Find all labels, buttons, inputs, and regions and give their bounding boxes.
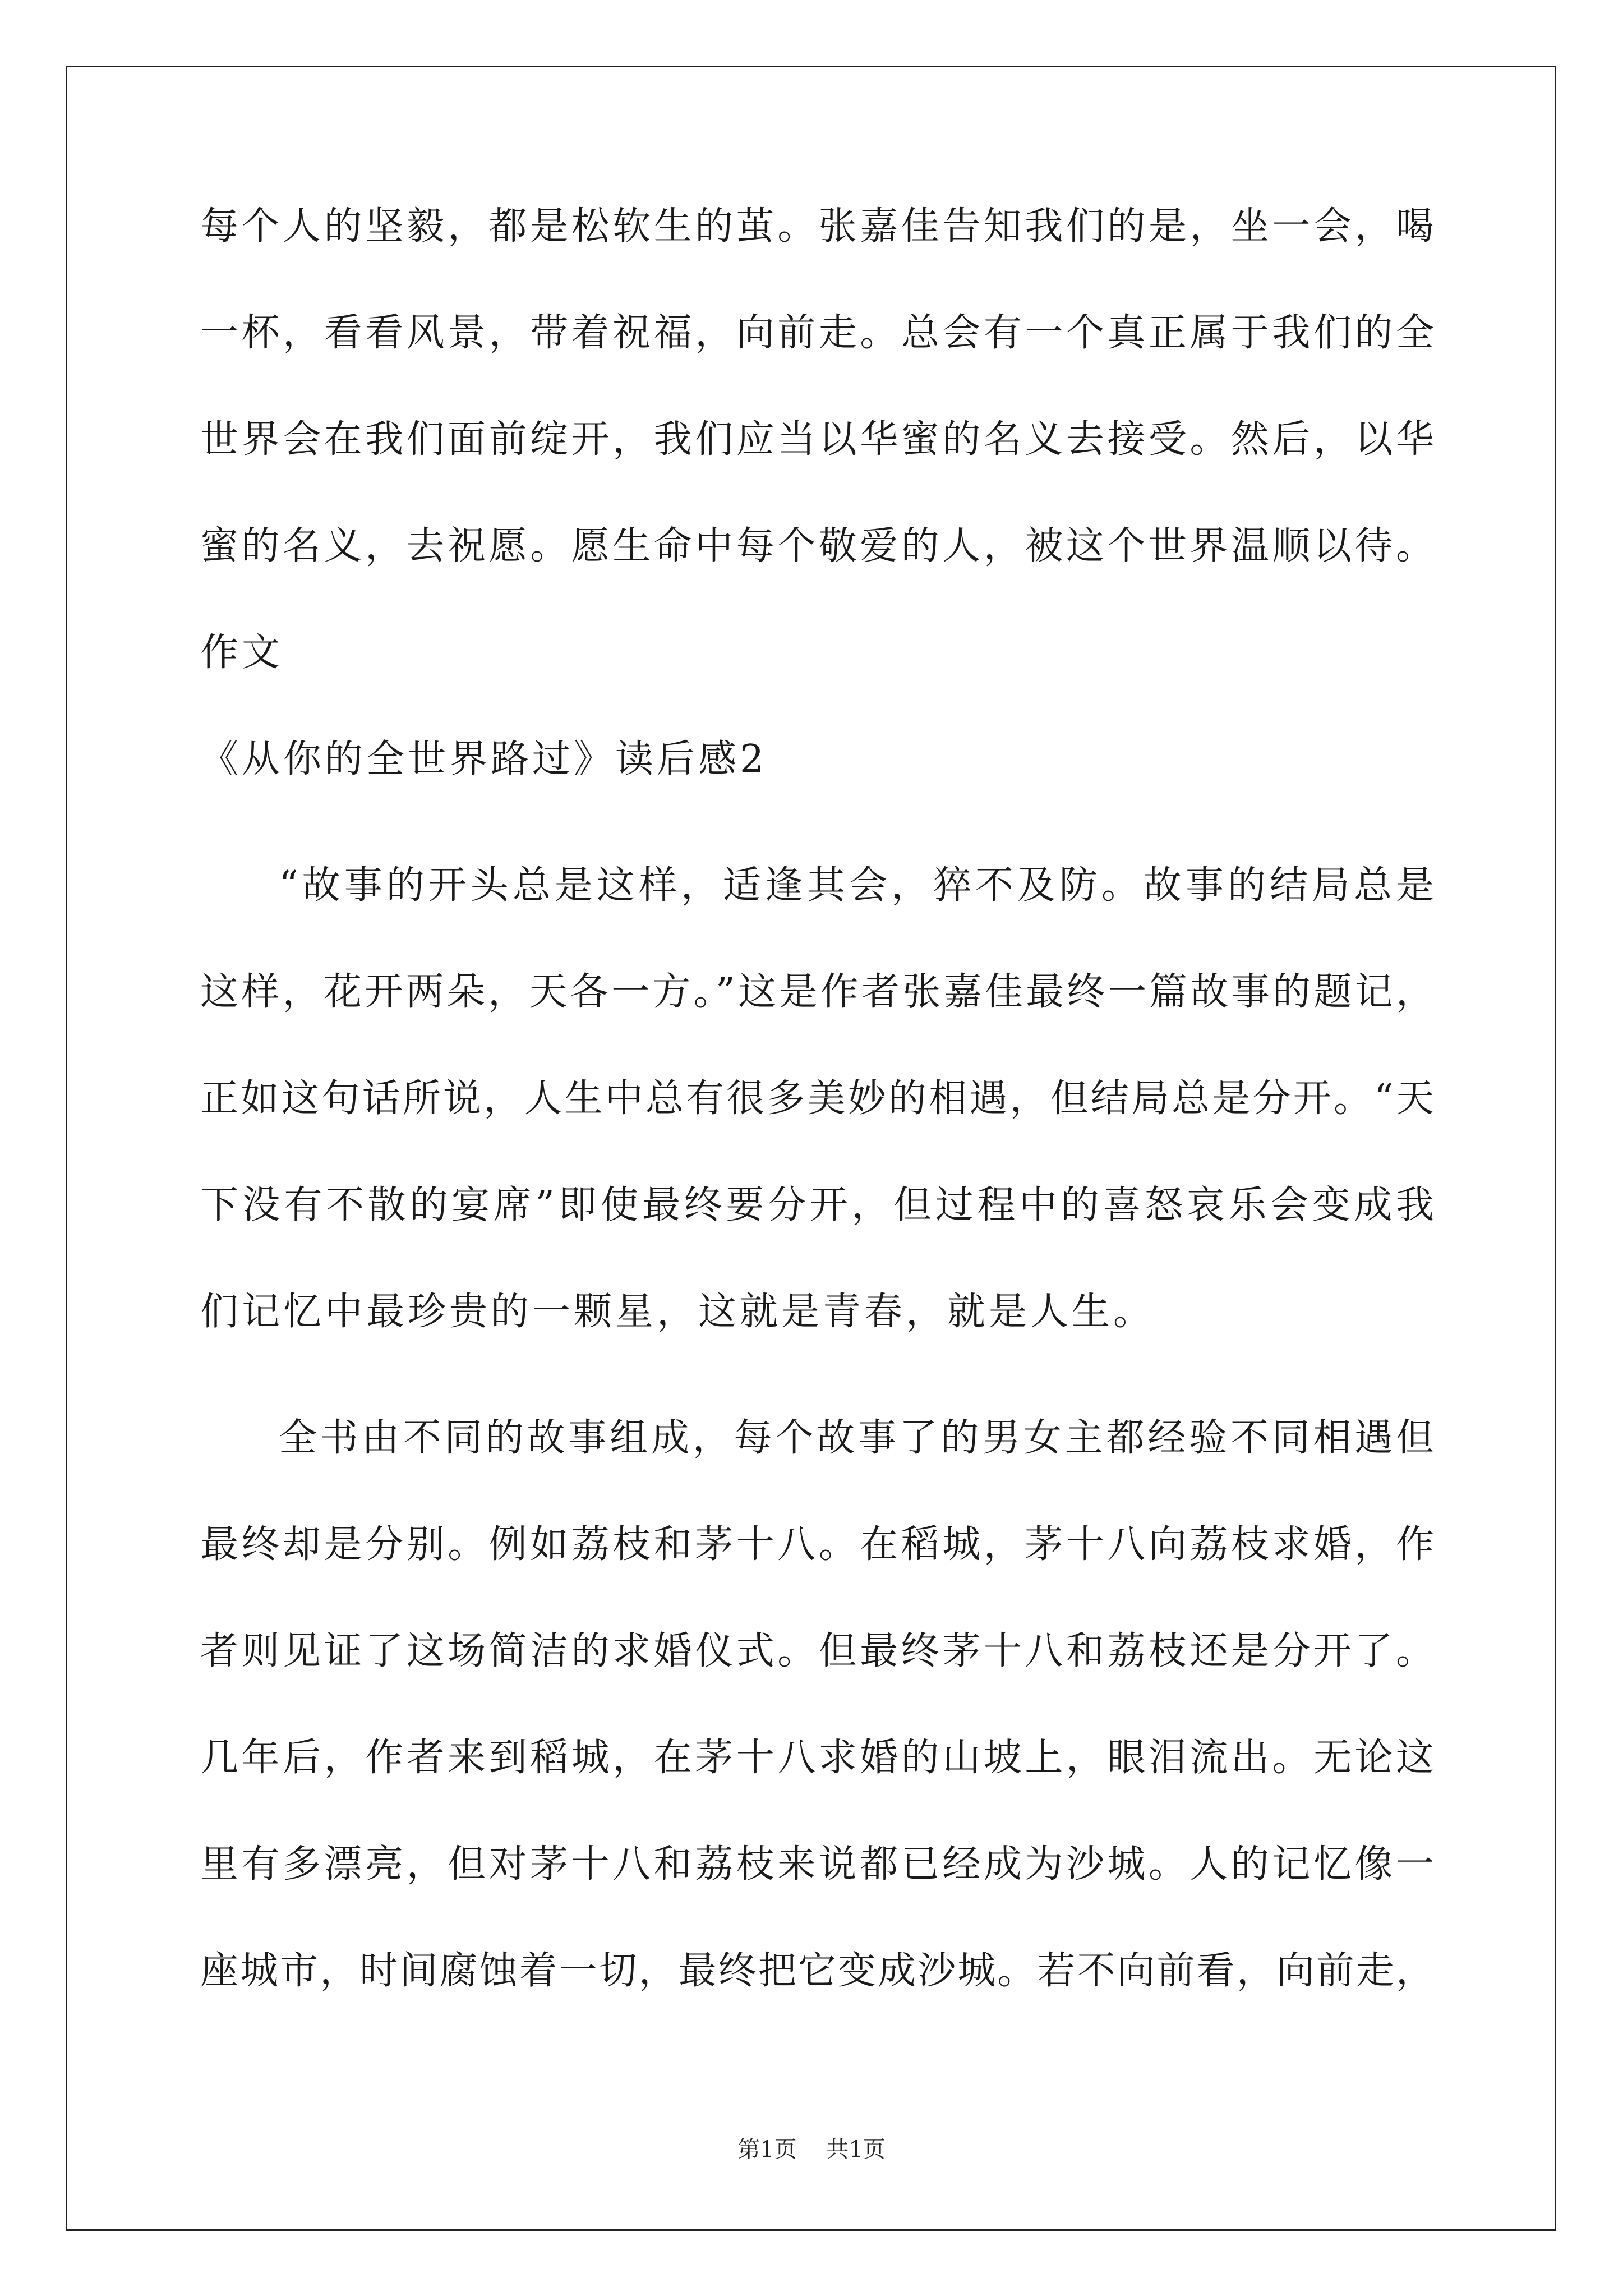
page-total: 共1页 — [826, 2137, 886, 2162]
paragraph-line: 里有多漂亮，但对茅十八和荔枝来说都已经成为沙城。人的记忆像一 — [200, 1842, 1434, 1887]
paragraph-line: 世界会在我们面前绽开，我们应当以华蜜的名义去接受。然后，以华 — [200, 417, 1434, 462]
paragraph-line: 者则见证了这场简洁的求婚仪式。但最终茅十八和荔枝还是分开了。 — [200, 1629, 1434, 1673]
paragraph-line: 这样，花开两朵，天各一方。”这是作者张嘉佳最终一篇故事的题记， — [200, 970, 1434, 1014]
paragraph-line: 几年后，作者来到稻城，在茅十八求婚的山坡上，眼泪流出。无论这 — [200, 1736, 1434, 1780]
paragraph-line: 全书由不同的故事组成，每个故事了的男女主都经验不同相遇但 — [279, 1416, 1434, 1460]
page-border — [66, 66, 1556, 2231]
paragraph-line: “故事的开头总是这样，适逢其会，猝不及防。故事的结局总是 — [279, 863, 1434, 908]
paragraph-line: 下没有不散的宴席”即使最终要分开，但过程中的喜怒哀乐会变成我 — [200, 1183, 1434, 1227]
page-number: 第1页 — [737, 2137, 797, 2162]
paragraph-line: 一杯，看看风景，带着祝福，向前走。总会有一个真正属于我们的全 — [200, 311, 1434, 355]
page-footer — [0, 2132, 1623, 2164]
paragraph-line: 蜜的名义，去祝愿。愿生命中每个敬爱的人，被这个世界温顺以待。 — [200, 524, 1434, 568]
paragraph-line: 正如这句话所说，人生中总有很多美妙的相遇，但结局总是分开。“天 — [200, 1076, 1434, 1121]
section-heading: 《从你的全世界路过》读后感2 — [200, 737, 768, 781]
paragraph-line: 作文 — [200, 631, 284, 675]
paragraph-line: 们记忆中最珍贵的一颗星，这就是青春，就是人生。 — [200, 1290, 1155, 1334]
paragraph-line: 最终却是分别。例如荔枝和茅十八。在稻城，茅十八向荔枝求婚，作 — [200, 1522, 1434, 1567]
paragraph-line: 座城市，时间腐蚀着一切，最终把它变成沙城。若不向前看，向前走， — [200, 1949, 1434, 1993]
paragraph-line: 每个人的坚毅，都是松软生的茧。张嘉佳告知我们的是，坐一会，喝 — [200, 204, 1434, 249]
